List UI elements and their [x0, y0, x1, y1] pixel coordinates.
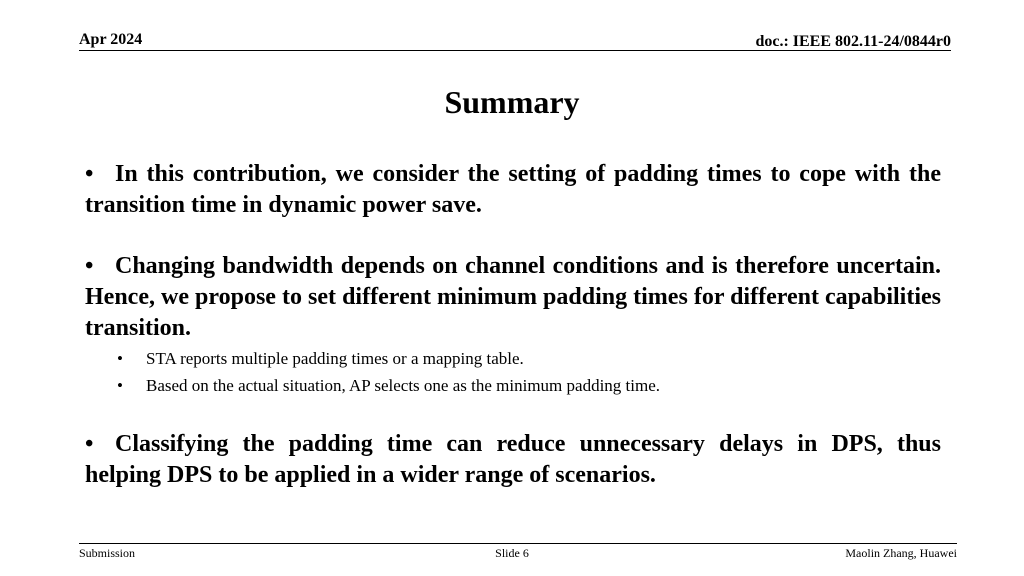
- bullet-text: In this contribution, we consider the setting of padding times to cope with the transition time in dynamic power save.: [85, 161, 941, 218]
- bullet-marker: •: [85, 253, 94, 279]
- bullet-bandwidth: [85, 251, 941, 344]
- bullet-marker: •: [85, 161, 94, 187]
- header-doc-id: doc.: IEEE 802.11-24/0844r0: [755, 33, 951, 50]
- slide-body: [85, 159, 941, 491]
- bullet-text: Classifying the padding time can reduce unnecessary delays in DPS, thus helping DPS to be applied in a wider range of scenarios.: [85, 431, 941, 488]
- footer-submission: Submission: [79, 546, 136, 560]
- sub-bullet-marker: •: [117, 376, 123, 395]
- sub-bullet-text: Based on the actual situation, AP selects one as the minimum padding time.: [146, 376, 661, 395]
- bullet-contribution: [85, 159, 941, 221]
- header-divider: [79, 50, 951, 51]
- header-date: Apr 2024: [79, 31, 143, 48]
- footer-divider: [79, 543, 957, 544]
- sub-bullet-text: STA reports multiple padding times or a mapping table.: [146, 349, 524, 368]
- sub-bullet-marker: •: [117, 349, 123, 368]
- bullet-marker: •: [85, 431, 94, 457]
- footer-slide-number: Slide 6: [495, 546, 529, 560]
- bullet-classifying: [85, 429, 941, 491]
- footer-author: Maolin Zhang, Huawei: [845, 546, 957, 560]
- sub-bullet-ap-selects: [85, 372, 941, 399]
- slide-title: Summary: [444, 84, 580, 120]
- sub-bullet-list: [85, 345, 941, 399]
- sub-bullet-sta-reports: [85, 345, 941, 372]
- bullet-text: Changing bandwidth depends on channel conditions and is therefore uncertain. Hence, we propose to set different minimum padding times for different capabilities transition.: [85, 253, 941, 341]
